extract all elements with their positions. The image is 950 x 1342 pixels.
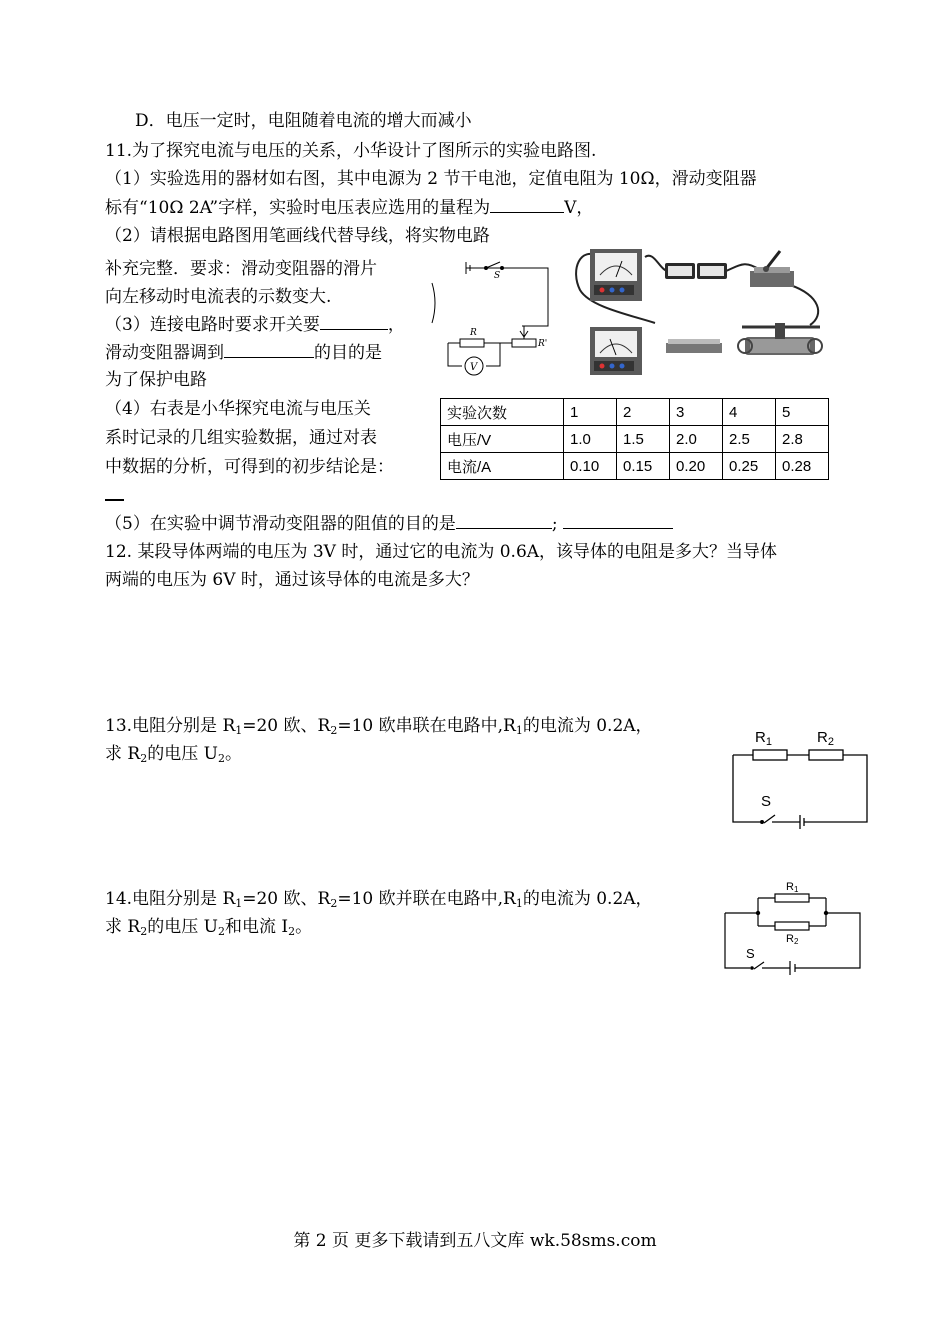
- subscript: 2: [330, 724, 338, 737]
- voltmeter-icon: [590, 327, 642, 375]
- table-cell: 0.10: [564, 453, 617, 480]
- table-cell: 2.0: [670, 426, 723, 453]
- q14-parallel-circuit: [720, 878, 865, 978]
- q11-circuit-diagram: [430, 258, 560, 388]
- q11-part1-end: V，: [564, 198, 594, 218]
- r1-label-sub: 1: [765, 736, 772, 748]
- r1-label: [786, 881, 799, 894]
- table-cell: 2.5: [723, 426, 776, 453]
- q13-text: 求 R: [105, 744, 141, 764]
- page-footer: 第 2 页 更多下载请到五八文库 wk.58sms.com: [293, 1231, 657, 1251]
- q14-text: 。: [295, 917, 313, 937]
- q11-part3-line1: [105, 313, 405, 336]
- r2-label: [817, 729, 834, 748]
- switch-label: S: [761, 793, 772, 810]
- q11-part2-line1: （2）请根据电路图用笔画线代替导线，将实物电路: [105, 226, 490, 246]
- subscript: 2: [330, 897, 338, 910]
- table-cell: 0.20: [670, 453, 723, 480]
- q11-part3-end: 的目的是: [314, 343, 382, 363]
- table-row: [441, 426, 829, 453]
- q13-text: 的电流为 0.2A，: [522, 716, 653, 736]
- table-cell: 1: [564, 399, 617, 426]
- q13-line1: [105, 715, 653, 737]
- switch-label: S: [494, 271, 501, 281]
- table-cell: 0.25: [723, 453, 776, 480]
- q13-text: 。: [224, 744, 242, 764]
- q11-part3-comma: ，: [387, 315, 405, 335]
- q11-part2-line2: 补充完整．要求：滑动变阻器的滑片: [105, 259, 377, 279]
- q14-text: 求 R: [105, 917, 141, 937]
- q11-part4-line3: 中数据的分析，可得到的初步结论是：: [105, 457, 394, 477]
- r1-label-text: R: [755, 729, 766, 746]
- q14-text: 和电流 I: [224, 917, 289, 937]
- table-cell: 0.15: [617, 453, 670, 480]
- subscript: 2: [217, 752, 225, 765]
- rheostat-icon: [738, 323, 822, 355]
- r2-label-text: R: [817, 729, 828, 746]
- q11-apparatus-illustration: [570, 245, 830, 380]
- r2-label-sub: 2: [793, 937, 799, 946]
- subscript: 2: [140, 925, 148, 938]
- subscript: 2: [217, 925, 225, 938]
- q14-text: 的电压 U: [147, 917, 218, 937]
- q11-part1-line2: [105, 196, 593, 219]
- table-row: [441, 453, 829, 480]
- data-table: [440, 398, 829, 480]
- r2-label-sub: 2: [827, 736, 834, 748]
- table-cell: 2: [617, 399, 670, 426]
- q11-part4-line1: （4）右表是小华探究电流与电压关: [105, 399, 371, 419]
- subscript: 2: [140, 752, 148, 765]
- answer-blank[interactable]: [320, 313, 388, 330]
- voltmeter-label: V: [470, 362, 478, 373]
- r1-label-sub: 1: [793, 885, 799, 894]
- table-cell: 0.28: [776, 453, 829, 480]
- table-cell: 2.8: [776, 426, 829, 453]
- switch-icon: [750, 251, 794, 287]
- resistor-label: R: [470, 328, 477, 338]
- answer-blank[interactable]: [456, 512, 552, 529]
- table-row: [441, 399, 829, 426]
- q14-line1: [105, 888, 653, 910]
- q11-stem: 11.为了探究电流与电压的关系，小华设计了图所示的实验电路图.: [105, 141, 597, 161]
- q11-part5-line: [105, 512, 673, 535]
- q11-part4-line2: 系时记录的几组实验数据，通过对表: [105, 428, 377, 448]
- q13-text: 13.电阻分别是 R: [105, 716, 236, 736]
- q11-part3-text: （3）连接电路时要求开关要: [105, 315, 320, 335]
- q13-text: =10 欧串联在电路中,R: [337, 716, 516, 736]
- table-row-header: 实验次数: [441, 399, 564, 426]
- subscript: 1: [235, 724, 243, 737]
- answer-blank[interactable]: [490, 196, 564, 213]
- switch-label: S: [746, 946, 755, 961]
- q11-part1-line1: （1）实验选用的器材如右图，其中电源为 2 节干电池，定值电阻为 10Ω，滑动变阻器: [105, 169, 757, 189]
- table-cell: 1.0: [564, 426, 617, 453]
- ammeter-icon: [590, 249, 642, 301]
- q11-part5-sep: ;: [551, 514, 563, 534]
- subscript: 1: [515, 897, 523, 910]
- q11-part3-line2: [105, 341, 382, 364]
- q11-part1-text: 标有“10Ω 2A”字样，实验时电压表应选用的量程为: [105, 198, 491, 218]
- q14-text: 14.电阻分别是 R: [105, 889, 236, 909]
- q14-text: =10 欧并联在电路中,R: [337, 889, 516, 909]
- q13-text: =20 欧、R: [242, 716, 331, 736]
- q11-part5-text: （5）在实验中调节滑动变阻器的阻值的目的是: [105, 514, 456, 534]
- r1-label-text: R: [786, 881, 794, 893]
- r2-label-text: R: [786, 933, 794, 945]
- q12-line1: 12. 某段导体两端的电压为 3V 时，通过它的电流为 0.6A，该导体的电阻是多大？当导体: [105, 542, 778, 562]
- answer-blank[interactable]: [224, 341, 314, 358]
- q13-series-circuit: [725, 722, 875, 832]
- table-row-header: 电压/V: [441, 426, 564, 453]
- q10-option-d: D．电压一定时，电阻随着电流的增大而减小: [135, 111, 472, 131]
- table-row-header: 电流/A: [441, 453, 564, 480]
- table-cell: 5: [776, 399, 829, 426]
- table-cell: 3: [670, 399, 723, 426]
- r1-label: [755, 729, 772, 748]
- table-cell: 4: [723, 399, 776, 426]
- table-cell: 1.5: [617, 426, 670, 453]
- answer-blank[interactable]: [105, 499, 124, 501]
- q14-text: 的电流为 0.2A，: [522, 889, 653, 909]
- q11-part3-text2: 滑动变阻器调到: [105, 343, 224, 363]
- subscript: 1: [235, 897, 243, 910]
- q11-part2-line3: 向左移动时电流表的示数变大.: [105, 287, 332, 307]
- q13-text: 的电压 U: [147, 744, 218, 764]
- resistor-icon: [666, 339, 722, 353]
- subscript: 1: [515, 724, 523, 737]
- battery-icon: [665, 263, 727, 279]
- q13-line2: [105, 743, 242, 765]
- q11-part3-line3: 为了保护电路: [105, 370, 207, 390]
- subscript: 2: [288, 925, 296, 938]
- r2-label: [786, 933, 799, 946]
- rheostat-label: R': [538, 339, 548, 349]
- q12-line2: 两端的电压为 6V 时，通过该导体的电流是多大？: [105, 570, 479, 590]
- q14-text: =20 欧、R: [242, 889, 331, 909]
- answer-blank[interactable]: [563, 512, 673, 529]
- q14-line2: [105, 916, 312, 938]
